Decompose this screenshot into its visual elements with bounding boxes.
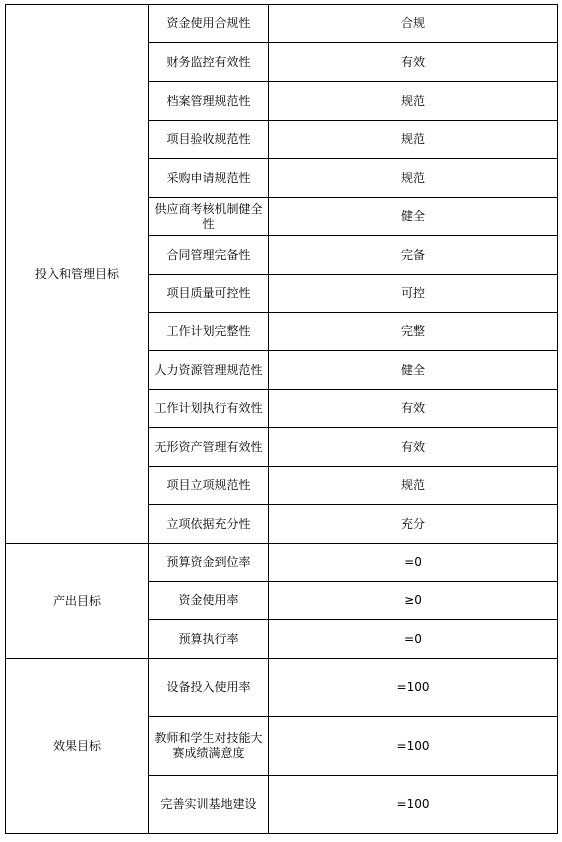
target-value-cell: ≥0 bbox=[269, 582, 558, 620]
indicator-cell: 工作计划完整性 bbox=[149, 313, 269, 351]
indicator-cell: 无形资产管理有效性 bbox=[149, 428, 269, 467]
indicator-cell: 项目质量可控性 bbox=[149, 275, 269, 313]
table-body bbox=[6, 5, 558, 834]
indicator-cell: 资金使用率 bbox=[149, 582, 269, 620]
indicator-cell: 完善实训基地建设 bbox=[149, 776, 269, 834]
indicator-cell: 项目立项规范性 bbox=[149, 467, 269, 505]
indicator-cell: 财务监控有效性 bbox=[149, 43, 269, 82]
target-value-cell: =100 bbox=[269, 776, 558, 834]
category-cell: 效果目标 bbox=[6, 659, 149, 834]
target-value-cell: 健全 bbox=[269, 351, 558, 390]
performance-target-table bbox=[5, 4, 558, 834]
indicator-cell: 采购申请规范性 bbox=[149, 159, 269, 198]
category-cell: 投入和管理目标 bbox=[6, 5, 149, 544]
target-value-cell: 有效 bbox=[269, 428, 558, 467]
target-value-cell: =0 bbox=[269, 544, 558, 582]
target-value-cell: 可控 bbox=[269, 275, 558, 313]
target-value-cell: 合规 bbox=[269, 5, 558, 43]
table-row bbox=[6, 5, 558, 43]
indicator-cell: 设备投入使用率 bbox=[149, 659, 269, 717]
indicator-cell: 合同管理完备性 bbox=[149, 236, 269, 275]
target-value-cell: 规范 bbox=[269, 159, 558, 198]
target-value-cell: 规范 bbox=[269, 467, 558, 505]
target-value-cell: =0 bbox=[269, 620, 558, 659]
target-value-cell: 充分 bbox=[269, 505, 558, 544]
indicator-cell: 项目验收规范性 bbox=[149, 121, 269, 159]
target-value-cell: 规范 bbox=[269, 121, 558, 159]
indicator-cell: 资金使用合规性 bbox=[149, 5, 269, 43]
indicator-cell: 档案管理规范性 bbox=[149, 82, 269, 121]
target-value-cell: 有效 bbox=[269, 390, 558, 428]
target-value-cell: =100 bbox=[269, 659, 558, 717]
target-value-cell: 完备 bbox=[269, 236, 558, 275]
table-row bbox=[6, 659, 558, 717]
target-value-cell: 规范 bbox=[269, 82, 558, 121]
indicator-cell: 预算资金到位率 bbox=[149, 544, 269, 582]
indicator-cell: 预算执行率 bbox=[149, 620, 269, 659]
indicator-cell: 工作计划执行有效性 bbox=[149, 390, 269, 428]
indicator-cell: 供应商考核机制健全性 bbox=[149, 198, 269, 236]
target-value-cell: 完整 bbox=[269, 313, 558, 351]
target-value-cell: 有效 bbox=[269, 43, 558, 82]
target-value-cell: =100 bbox=[269, 717, 558, 776]
indicator-cell: 教师和学生对技能大赛成绩满意度 bbox=[149, 717, 269, 776]
indicator-cell: 立项依据充分性 bbox=[149, 505, 269, 544]
target-value-cell: 健全 bbox=[269, 198, 558, 236]
table-row bbox=[6, 544, 558, 582]
indicator-cell: 人力资源管理规范性 bbox=[149, 351, 269, 390]
category-cell: 产出目标 bbox=[6, 544, 149, 659]
